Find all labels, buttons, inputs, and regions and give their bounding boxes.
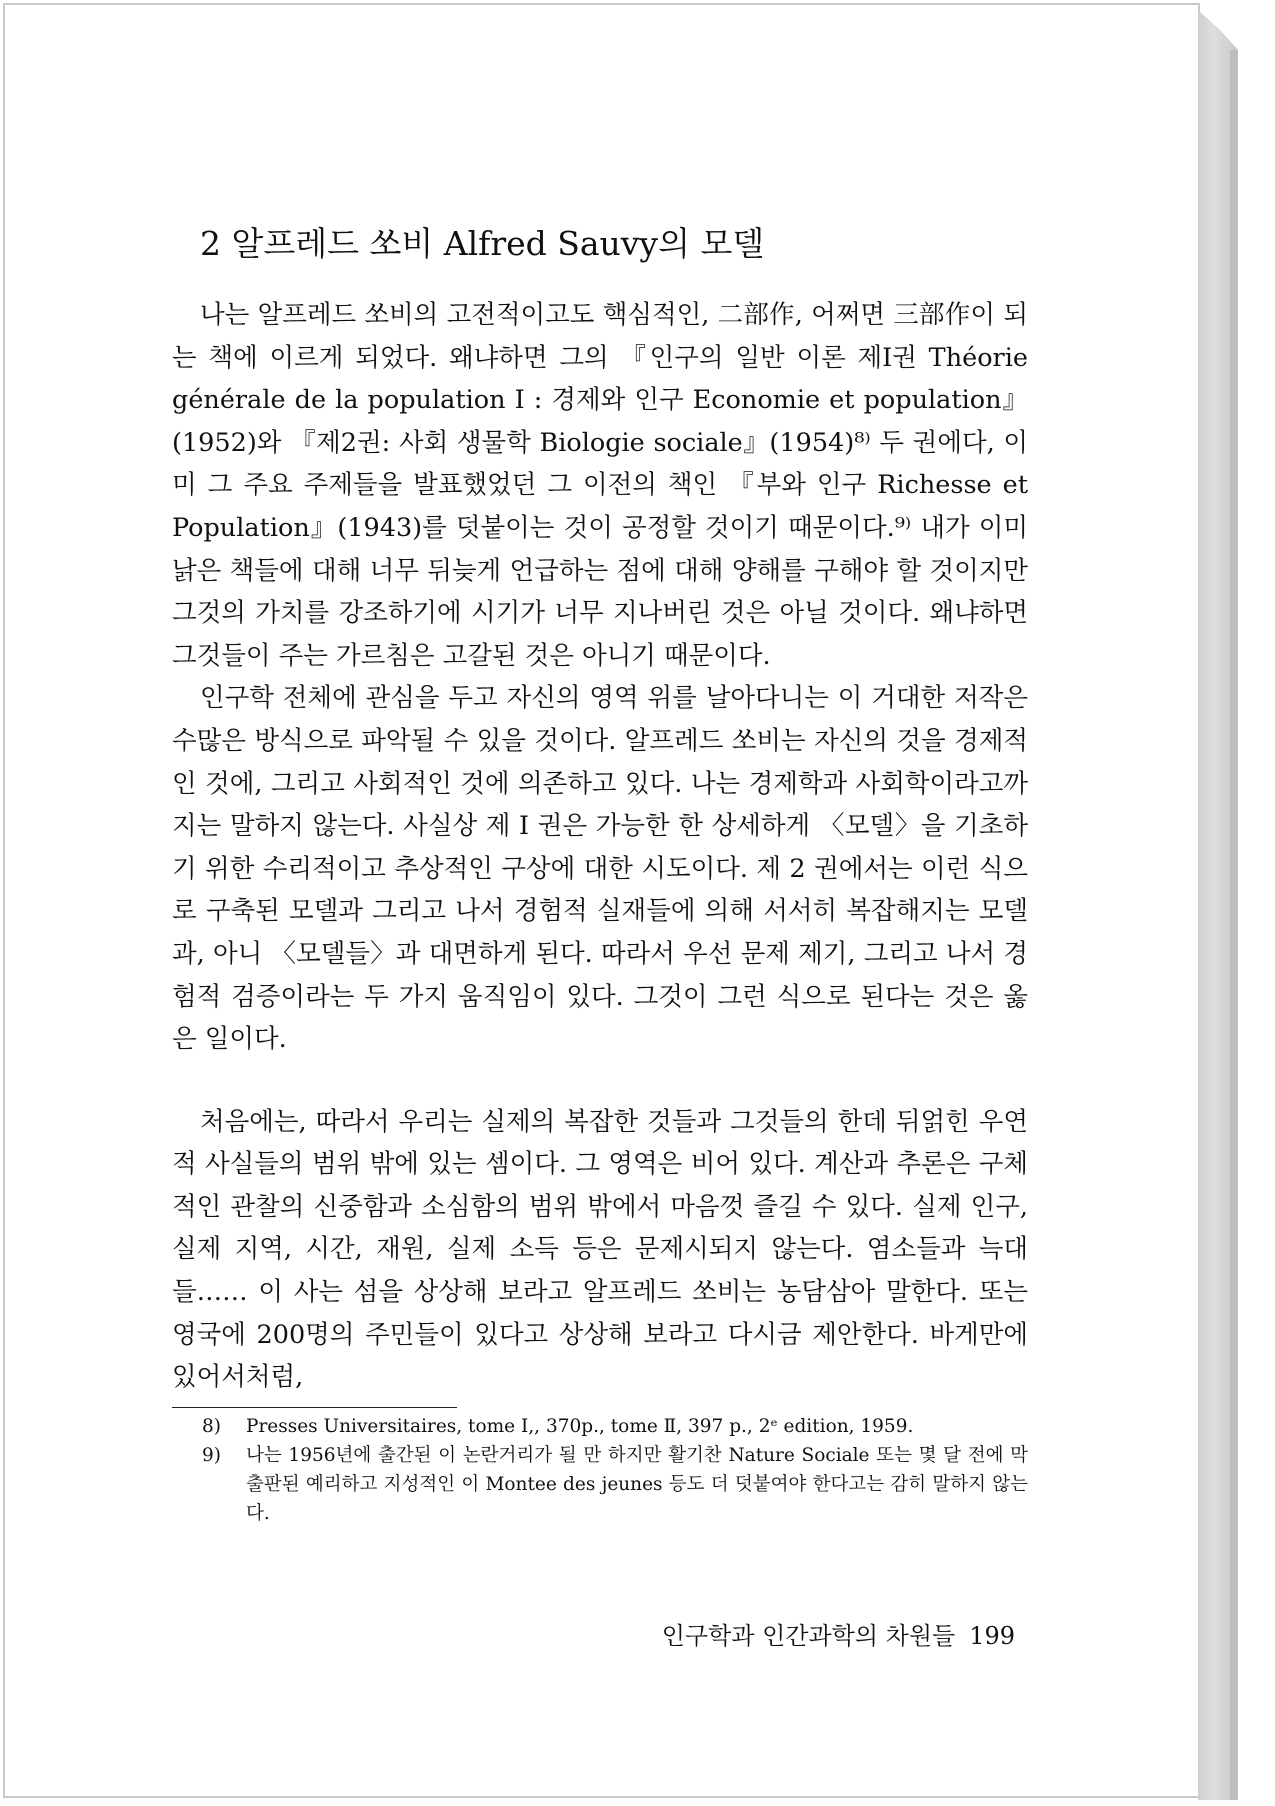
section-title: 2 알프레드 쏘비 Alfred Sauvy의 모델 — [200, 224, 765, 263]
page-content — [172, 218, 1028, 1528]
footnote-9 — [172, 1441, 1028, 1528]
paragraph-1: 나는 알프레드 쏘비의 고전적이고도 핵심적인, 二部作, 어쩌면 三部作이 되는 책에 이르게 되었다. 왜냐하면 그의 『인구의 일반 이론 제I권 Théorie générale de la population I : 경제와 인구 Economie et population』(1952)와 『제2권: 사회 생물학 Biologie sociale』(1954)⁸⁾ 두 권에다, 이미 그 주요 주제들을 발표했었던 그 이전의 책인 『부와 인구 Richesse et Population』(1943)를 덧붙이는 것이 공정할 것이기 때문이다.⁹⁾ 내가 이미 낡은 책들에 대해 너무 뒤늦게 언급하는 점에 대해 양해를 구해야 할 것이지만 그것의 가치를 강조하기에 시기가 너무 지나버린 것은 아닐 것이다. 왜냐하면 그것들이 주는 가르침은 고갈된 것은 아니기 때문이다. — [172, 300, 1028, 671]
page-number: 199 — [969, 1622, 1015, 1650]
paragraph-2: 인구학 전체에 관심을 두고 자신의 영역 위를 날아다니는 이 거대한 저작은 수많은 방식으로 파악될 수 있을 것이다. 알프레드 쏘비는 자신의 것을 경제적인 것에, 그리고 사회적인 것에 의존하고 있다. 나는 경제학과 사회학이라고까지는 말하지 않는다. 사실상 제 I 권은 가능한 한 상세하게 〈모델〉을 기초하기 위한 수리적이고 추상적인 구상에 대한 시도이다. 제 2 권에서는 이런 식으로 구축된 모델과 그리고 나서 경험적 실재들에 의해 서서히 복잡해지는 모델과, 아니 〈모델들〉과 대면하게 된다. 따라서 우선 문제 제기, 그리고 나서 경험적 검증이라는 두 가지 움직임이 있다. 그것이 그런 식으로 된다는 것은 옳은 일이다. — [172, 683, 1028, 1055]
page-footer — [648, 1616, 1015, 1651]
paragraph-3: 처음에는, 따라서 우리는 실제의 복잡한 것들과 그것들의 한데 뒤얽힌 우연적 사실들의 범위 밖에 있는 셈이다. 그 영역은 비어 있다. 계산과 추론은 구체적인 관찰의 신중함과 소심함의 범위 밖에서 마음껏 즐길 수 있다. 실제 인구, 실제 지역, 시간, 재원, 실제 소득 등은 문제시되지 않는다. 염소들과 늑대들…… 이 사는 섬을 상상해 보라고 알프레드 쏘비는 농담삼아 말한다. 또는 영국에 200명의 주민들이 있다고 상상해 보라고 다시금 제안한다. 바게만에 있어서처럼, — [172, 1106, 1028, 1393]
running-title: 인구학과 인간과학의 차원들 — [661, 1622, 956, 1650]
footnotes — [172, 1412, 1028, 1528]
footnote-8 — [172, 1412, 1028, 1441]
footnote-divider — [172, 1407, 457, 1408]
footnote-number: 8) — [202, 1415, 221, 1437]
footnote-text: 나는 1956년에 출간된 이 논란거리가 될 만 하지만 활기찬 Nature Sociale 또는 몇 달 전에 막 출판된 예리하고 지성적인 이 Montee des jeunes 등도 더 덧붙여야 한다고는 감히 말하지 않는다. — [246, 1444, 1028, 1524]
footnote-number: 9) — [202, 1444, 221, 1466]
footnote-text: Presses Universitaires, tome I,, 370p., tome Ⅱ, 397 p., 2ᵉ edition, 1959. — [246, 1415, 914, 1437]
page-edge-shadow — [1230, 50, 1238, 1800]
paragraph-gap — [172, 1061, 1028, 1101]
